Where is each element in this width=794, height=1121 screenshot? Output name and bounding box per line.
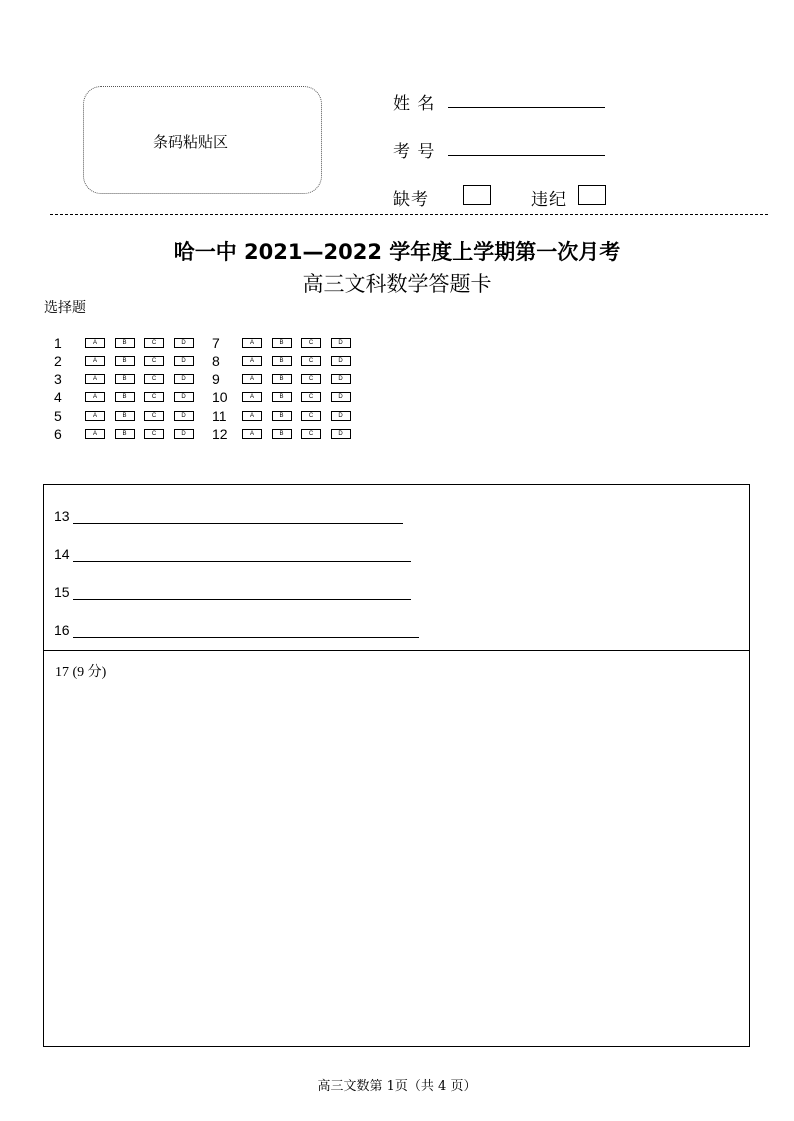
option-bubble-a[interactable]: A	[242, 374, 262, 384]
fill-answer-line[interactable]	[73, 637, 419, 638]
question-number: 8	[212, 353, 220, 369]
option-bubble-d[interactable]: D	[174, 429, 194, 439]
exam-number-input-line[interactable]	[448, 155, 605, 156]
option-bubble-c[interactable]: C	[301, 392, 321, 402]
option-bubble-d[interactable]: D	[331, 374, 351, 384]
option-bubble-c[interactable]: C	[144, 411, 164, 421]
fill-question-number: 15	[54, 584, 70, 600]
fill-in-answer-box	[43, 484, 750, 651]
fill-question-number: 14	[54, 546, 70, 562]
option-bubble-a[interactable]: A	[85, 411, 105, 421]
option-bubble-d[interactable]: D	[174, 338, 194, 348]
option-bubble-b[interactable]: B	[115, 411, 135, 421]
option-bubble-c[interactable]: C	[144, 429, 164, 439]
option-bubble-a[interactable]: A	[85, 392, 105, 402]
choice-row	[0, 355, 794, 373]
option-bubble-d[interactable]: D	[331, 356, 351, 366]
fill-answer-line[interactable]	[73, 561, 411, 562]
barcode-area-label: 条码粘贴区	[152, 133, 228, 151]
question-number: 3	[54, 371, 62, 387]
question-number: 11	[212, 408, 227, 424]
violation-label: 违纪	[531, 190, 567, 210]
question-number: 4	[54, 389, 62, 405]
option-bubble-b[interactable]: B	[272, 411, 292, 421]
absent-label: 缺考	[393, 190, 429, 210]
absent-checkbox[interactable]	[463, 185, 491, 205]
option-bubble-b[interactable]: B	[115, 392, 135, 402]
question-number: 10	[212, 389, 228, 405]
option-bubble-c[interactable]: C	[144, 392, 164, 402]
option-bubble-b[interactable]: B	[272, 338, 292, 348]
fill-answer-line[interactable]	[73, 523, 403, 524]
option-bubble-b[interactable]: B	[115, 356, 135, 366]
option-bubble-a[interactable]: A	[242, 392, 262, 402]
fill-answer-line[interactable]	[73, 599, 411, 600]
question-number: 6	[54, 426, 62, 442]
option-bubble-a[interactable]: A	[242, 338, 262, 348]
option-bubble-b[interactable]: B	[272, 374, 292, 384]
option-bubble-b[interactable]: B	[272, 392, 292, 402]
exam-title: 哈一中 2021—2022 学年度上学期第一次月考	[173, 240, 621, 264]
option-bubble-d[interactable]: D	[331, 338, 351, 348]
q17-answer-box[interactable]	[43, 650, 750, 1047]
option-bubble-b[interactable]: B	[115, 374, 135, 384]
violation-checkbox[interactable]	[578, 185, 606, 205]
option-bubble-d[interactable]: D	[174, 374, 194, 384]
option-bubble-c[interactable]: C	[301, 429, 321, 439]
option-bubble-d[interactable]: D	[331, 392, 351, 402]
option-bubble-b[interactable]: B	[115, 429, 135, 439]
option-bubble-c[interactable]: C	[144, 356, 164, 366]
question-number: 9	[212, 371, 220, 387]
choice-section-label: 选择题	[44, 300, 86, 316]
option-bubble-a[interactable]: A	[242, 411, 262, 421]
question-number: 5	[54, 408, 62, 424]
choice-row	[0, 337, 794, 355]
option-bubble-b[interactable]: B	[272, 356, 292, 366]
cut-line-divider	[50, 214, 768, 215]
option-bubble-d[interactable]: D	[174, 356, 194, 366]
option-bubble-d[interactable]: D	[174, 392, 194, 402]
option-bubble-d[interactable]: D	[331, 411, 351, 421]
name-input-line[interactable]	[448, 107, 605, 108]
option-bubble-d[interactable]: D	[331, 429, 351, 439]
fill-question-number: 13	[54, 508, 70, 524]
choice-row	[0, 410, 794, 428]
option-bubble-a[interactable]: A	[242, 429, 262, 439]
option-bubble-c[interactable]: C	[301, 411, 321, 421]
choice-row	[0, 391, 794, 409]
option-bubble-c[interactable]: C	[144, 338, 164, 348]
exam-number-label: 考 号	[393, 142, 436, 162]
fill-question-number: 16	[54, 622, 70, 638]
option-bubble-c[interactable]: C	[301, 338, 321, 348]
option-bubble-a[interactable]: A	[85, 429, 105, 439]
choice-row	[0, 428, 794, 446]
choice-row	[0, 373, 794, 391]
page-footer: 高三文数第 1页（共 4 页）	[317, 1079, 477, 1094]
option-bubble-a[interactable]: A	[242, 356, 262, 366]
option-bubble-b[interactable]: B	[115, 338, 135, 348]
name-label: 姓 名	[393, 94, 436, 114]
answer-sheet-subtitle: 高三文科数学答题卡	[302, 272, 492, 296]
question-number: 12	[212, 426, 228, 442]
option-bubble-a[interactable]: A	[85, 356, 105, 366]
option-bubble-b[interactable]: B	[272, 429, 292, 439]
option-bubble-c[interactable]: C	[301, 374, 321, 384]
question-number: 1	[54, 335, 62, 351]
option-bubble-c[interactable]: C	[301, 356, 321, 366]
question-number: 2	[54, 353, 62, 369]
option-bubble-d[interactable]: D	[174, 411, 194, 421]
question-number: 7	[212, 335, 220, 351]
option-bubble-a[interactable]: A	[85, 338, 105, 348]
option-bubble-c[interactable]: C	[144, 374, 164, 384]
q17-label: 17 (9 分)	[55, 665, 107, 680]
option-bubble-a[interactable]: A	[85, 374, 105, 384]
